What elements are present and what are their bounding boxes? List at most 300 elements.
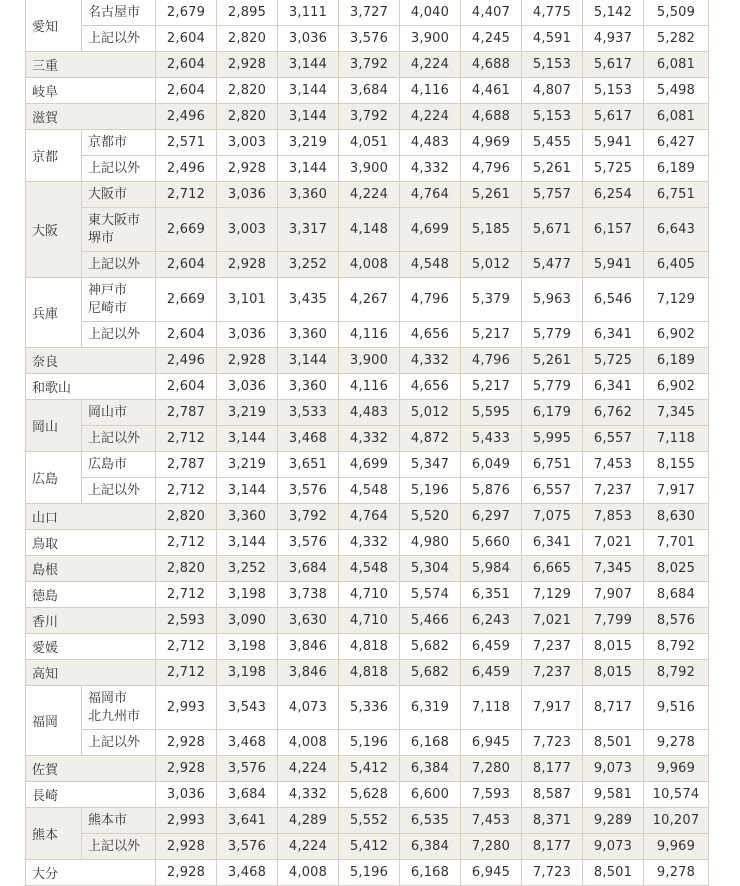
fare-value-cell: 3,144 <box>217 478 278 504</box>
fare-value-cell: 6,168 <box>400 730 461 756</box>
fare-value-cell: 2,993 <box>156 808 217 834</box>
fare-value-cell: 5,433 <box>461 426 522 452</box>
fare-value-cell: 4,040 <box>400 0 461 26</box>
prefecture-cell: 広島 <box>26 452 82 504</box>
fare-value-cell: 4,656 <box>400 374 461 400</box>
city-cell: 上記以外 <box>82 730 156 756</box>
city-cell: 上記以外 <box>82 252 156 278</box>
fare-value-cell: 6,643 <box>644 208 709 252</box>
fare-value-cell: 4,937 <box>583 26 644 52</box>
fare-value-cell: 4,710 <box>339 582 400 608</box>
prefecture-cell: 大分 <box>26 860 156 886</box>
prefecture-cell: 山口 <box>26 504 156 530</box>
fare-value-cell: 4,245 <box>461 26 522 52</box>
fare-value-cell: 4,008 <box>278 860 339 886</box>
prefecture-cell: 高知 <box>26 660 156 686</box>
fare-value-cell: 3,003 <box>217 208 278 252</box>
fare-value-cell: 7,280 <box>461 834 522 860</box>
fare-value-cell: 5,196 <box>339 860 400 886</box>
fare-value-cell: 2,712 <box>156 634 217 660</box>
fare-value-cell: 3,792 <box>278 504 339 530</box>
fare-value-cell: 5,012 <box>461 252 522 278</box>
fare-value-cell: 3,219 <box>278 130 339 156</box>
fare-value-cell: 2,604 <box>156 374 217 400</box>
fare-value-cell: 2,820 <box>156 556 217 582</box>
prefecture-cell: 熊本 <box>26 808 82 860</box>
fare-value-cell: 5,261 <box>522 156 583 182</box>
fare-value-cell: 4,008 <box>339 252 400 278</box>
fare-value-cell: 5,520 <box>400 504 461 530</box>
fare-value-cell: 4,332 <box>278 782 339 808</box>
fare-value-cell: 5,876 <box>461 478 522 504</box>
fare-value-cell: 4,775 <box>522 0 583 26</box>
fare-value-cell: 5,779 <box>522 374 583 400</box>
prefecture-cell: 島根 <box>26 556 156 582</box>
fare-value-cell: 4,483 <box>339 400 400 426</box>
fare-value-cell: 2,712 <box>156 530 217 556</box>
prefecture-cell: 愛知 <box>26 0 82 52</box>
fare-value-cell: 5,682 <box>400 634 461 660</box>
fare-value-cell: 2,712 <box>156 426 217 452</box>
fare-value-cell: 4,710 <box>339 608 400 634</box>
fare-value-cell: 6,902 <box>644 322 709 348</box>
fare-value-cell: 3,198 <box>217 660 278 686</box>
table-row <box>26 478 709 504</box>
fare-value-cell: 9,073 <box>583 756 644 782</box>
prefecture-cell: 和歌山 <box>26 374 156 400</box>
fare-value-cell: 10,574 <box>644 782 709 808</box>
fare-value-cell: 9,581 <box>583 782 644 808</box>
fare-value-cell: 5,217 <box>461 322 522 348</box>
fare-table-container <box>25 0 708 886</box>
table-row <box>26 78 709 104</box>
fare-value-cell: 7,345 <box>644 400 709 426</box>
fare-value-cell: 9,969 <box>644 756 709 782</box>
fare-value-cell: 5,477 <box>522 252 583 278</box>
fare-value-cell: 2,593 <box>156 608 217 634</box>
fare-value-cell: 9,278 <box>644 860 709 886</box>
city-cell: 京都市 <box>82 130 156 156</box>
table-row <box>26 0 709 26</box>
table-row <box>26 730 709 756</box>
fare-value-cell: 3,900 <box>400 26 461 52</box>
fare-value-cell: 5,682 <box>400 660 461 686</box>
prefecture-cell: 長崎 <box>26 782 156 808</box>
fare-value-cell: 7,593 <box>461 782 522 808</box>
fare-value-cell: 3,792 <box>339 104 400 130</box>
fare-value-cell: 3,738 <box>278 582 339 608</box>
fare-value-cell: 4,148 <box>339 208 400 252</box>
fare-value-cell: 5,941 <box>583 130 644 156</box>
fare-value-cell: 2,604 <box>156 252 217 278</box>
table-row <box>26 426 709 452</box>
fare-value-cell: 3,846 <box>278 660 339 686</box>
fare-value-cell: 4,224 <box>400 52 461 78</box>
fare-value-cell: 5,455 <box>522 130 583 156</box>
fare-value-cell: 3,144 <box>278 78 339 104</box>
fare-value-cell: 3,360 <box>217 504 278 530</box>
fare-value-cell: 5,304 <box>400 556 461 582</box>
fare-value-cell: 3,360 <box>278 182 339 208</box>
fare-value-cell: 5,660 <box>461 530 522 556</box>
fare-value-cell: 4,407 <box>461 0 522 26</box>
fare-value-cell: 6,189 <box>644 156 709 182</box>
fare-value-cell: 2,712 <box>156 582 217 608</box>
fare-value-cell: 3,144 <box>217 530 278 556</box>
fare-value-cell: 7,723 <box>522 730 583 756</box>
fare-value-cell: 8,177 <box>522 756 583 782</box>
fare-value-cell: 7,799 <box>583 608 644 634</box>
fare-value-cell: 4,699 <box>400 208 461 252</box>
fare-value-cell: 2,712 <box>156 660 217 686</box>
fare-value-cell: 3,684 <box>339 78 400 104</box>
table-row <box>26 156 709 182</box>
table-row <box>26 660 709 686</box>
prefecture-cell: 滋賀 <box>26 104 156 130</box>
fare-value-cell: 4,818 <box>339 634 400 660</box>
fare-value-cell: 8,684 <box>644 582 709 608</box>
fare-value-cell: 2,571 <box>156 130 217 156</box>
fare-value-cell: 3,576 <box>339 26 400 52</box>
fare-value-cell: 3,360 <box>278 322 339 348</box>
fare-value-cell: 4,548 <box>339 556 400 582</box>
fare-value-cell: 3,252 <box>217 556 278 582</box>
fare-value-cell: 6,243 <box>461 608 522 634</box>
fare-value-cell: 4,688 <box>461 52 522 78</box>
fare-value-cell: 6,319 <box>400 686 461 730</box>
fare-value-cell: 4,548 <box>400 252 461 278</box>
fare-value-cell: 3,144 <box>217 426 278 452</box>
city-cell: 熊本市 <box>82 808 156 834</box>
fare-value-cell: 7,118 <box>644 426 709 452</box>
fare-value-cell: 6,535 <box>400 808 461 834</box>
fare-value-cell: 9,969 <box>644 834 709 860</box>
fare-value-cell: 6,902 <box>644 374 709 400</box>
fare-value-cell: 4,980 <box>400 530 461 556</box>
fare-value-cell: 5,628 <box>339 782 400 808</box>
fare-value-cell: 5,196 <box>400 478 461 504</box>
fare-value-cell: 7,075 <box>522 504 583 530</box>
fare-value-cell: 7,453 <box>461 808 522 834</box>
fare-value-cell: 5,617 <box>583 104 644 130</box>
fare-value-cell: 7,701 <box>644 530 709 556</box>
fare-value-cell: 3,630 <box>278 608 339 634</box>
city-cell: 福岡市 北九州市 <box>82 686 156 730</box>
fare-value-cell: 5,595 <box>461 400 522 426</box>
fare-value-cell: 7,907 <box>583 582 644 608</box>
fare-value-cell: 3,543 <box>217 686 278 730</box>
fare-value-cell: 3,198 <box>217 634 278 660</box>
fare-value-cell: 3,144 <box>278 348 339 374</box>
table-row <box>26 182 709 208</box>
fare-value-cell: 4,332 <box>339 426 400 452</box>
fare-value-cell: 4,073 <box>278 686 339 730</box>
fare-value-cell: 2,604 <box>156 52 217 78</box>
fare-value-cell: 4,796 <box>461 156 522 182</box>
fare-value-cell: 6,600 <box>400 782 461 808</box>
fare-value-cell: 3,900 <box>339 156 400 182</box>
fare-value-cell: 7,853 <box>583 504 644 530</box>
fare-value-cell: 2,787 <box>156 452 217 478</box>
prefecture-cell: 佐賀 <box>26 756 156 782</box>
fare-value-cell: 5,142 <box>583 0 644 26</box>
fare-value-cell: 3,036 <box>217 182 278 208</box>
fare-value-cell: 3,846 <box>278 634 339 660</box>
fare-value-cell: 2,928 <box>156 834 217 860</box>
fare-value-cell: 9,073 <box>583 834 644 860</box>
fare-value-cell: 6,049 <box>461 452 522 478</box>
fare-value-cell: 3,219 <box>217 400 278 426</box>
fare-value-cell: 6,405 <box>644 252 709 278</box>
fare-value-cell: 5,012 <box>400 400 461 426</box>
table-row <box>26 504 709 530</box>
fare-value-cell: 6,081 <box>644 52 709 78</box>
fare-value-cell: 5,336 <box>339 686 400 730</box>
fare-value-cell: 4,796 <box>461 348 522 374</box>
fare-value-cell: 6,751 <box>522 452 583 478</box>
fare-value-cell: 5,466 <box>400 608 461 634</box>
fare-value-cell: 2,669 <box>156 208 217 252</box>
fare-value-cell: 5,725 <box>583 156 644 182</box>
table-row <box>26 208 709 252</box>
fare-value-cell: 5,725 <box>583 348 644 374</box>
fare-value-cell: 3,684 <box>217 782 278 808</box>
fare-value-cell: 4,051 <box>339 130 400 156</box>
fare-value-cell: 5,552 <box>339 808 400 834</box>
fare-value-cell: 2,820 <box>156 504 217 530</box>
fare-value-cell: 3,533 <box>278 400 339 426</box>
fare-value-cell: 4,116 <box>339 322 400 348</box>
fare-table <box>25 0 709 886</box>
fare-value-cell: 3,576 <box>217 834 278 860</box>
fare-value-cell: 5,153 <box>522 104 583 130</box>
fare-value-cell: 2,604 <box>156 26 217 52</box>
fare-value-cell: 5,509 <box>644 0 709 26</box>
fare-value-cell: 8,630 <box>644 504 709 530</box>
fare-value-cell: 4,818 <box>339 660 400 686</box>
fare-value-cell: 7,021 <box>522 608 583 634</box>
fare-value-cell: 5,412 <box>339 834 400 860</box>
fare-value-cell: 7,280 <box>461 756 522 782</box>
fare-value-cell: 6,384 <box>400 834 461 860</box>
fare-value-cell: 4,332 <box>400 156 461 182</box>
fare-value-cell: 2,496 <box>156 104 217 130</box>
fare-value-cell: 4,332 <box>400 348 461 374</box>
fare-value-cell: 6,189 <box>644 348 709 374</box>
fare-value-cell: 6,157 <box>583 208 644 252</box>
fare-value-cell: 6,557 <box>583 426 644 452</box>
prefecture-cell: 福岡 <box>26 686 82 756</box>
fare-value-cell: 6,945 <box>461 730 522 756</box>
fare-value-cell: 4,224 <box>278 756 339 782</box>
fare-value-cell: 3,144 <box>278 52 339 78</box>
fare-value-cell: 8,371 <box>522 808 583 834</box>
fare-value-cell: 8,717 <box>583 686 644 730</box>
fare-value-cell: 7,917 <box>644 478 709 504</box>
prefecture-cell: 岡山 <box>26 400 82 452</box>
fare-value-cell: 2,679 <box>156 0 217 26</box>
fare-value-cell: 7,129 <box>522 582 583 608</box>
fare-value-cell: 2,928 <box>156 756 217 782</box>
fare-value-cell: 3,468 <box>217 860 278 886</box>
table-row <box>26 348 709 374</box>
prefecture-cell: 香川 <box>26 608 156 634</box>
fare-value-cell: 8,177 <box>522 834 583 860</box>
table-row <box>26 452 709 478</box>
fare-value-cell: 2,712 <box>156 478 217 504</box>
fare-value-cell: 6,459 <box>461 660 522 686</box>
fare-value-cell: 4,656 <box>400 322 461 348</box>
fare-value-cell: 2,496 <box>156 348 217 374</box>
fare-value-cell: 5,779 <box>522 322 583 348</box>
fare-value-cell: 4,796 <box>400 278 461 322</box>
fare-value-cell: 2,820 <box>217 104 278 130</box>
fare-value-cell: 8,792 <box>644 634 709 660</box>
fare-value-cell: 6,179 <box>522 400 583 426</box>
fare-value-cell: 8,501 <box>583 730 644 756</box>
fare-value-cell: 2,928 <box>217 156 278 182</box>
fare-value-cell: 2,604 <box>156 78 217 104</box>
table-row <box>26 860 709 886</box>
fare-value-cell: 5,984 <box>461 556 522 582</box>
city-cell: 上記以外 <box>82 478 156 504</box>
fare-value-cell: 6,341 <box>583 322 644 348</box>
table-row <box>26 374 709 400</box>
fare-value-cell: 8,025 <box>644 556 709 582</box>
fare-value-cell: 5,196 <box>339 730 400 756</box>
fare-value-cell: 7,723 <box>522 860 583 886</box>
fare-value-cell: 4,548 <box>339 478 400 504</box>
fare-value-cell: 4,224 <box>339 182 400 208</box>
fare-value-cell: 4,764 <box>339 504 400 530</box>
fare-value-cell: 4,591 <box>522 26 583 52</box>
table-row <box>26 278 709 322</box>
fare-value-cell: 3,900 <box>339 348 400 374</box>
table-row <box>26 808 709 834</box>
table-row <box>26 556 709 582</box>
fare-value-cell: 5,963 <box>522 278 583 322</box>
fare-value-cell: 7,917 <box>522 686 583 730</box>
fare-value-cell: 6,297 <box>461 504 522 530</box>
fare-value-cell: 4,699 <box>339 452 400 478</box>
fare-value-cell: 8,587 <box>522 782 583 808</box>
fare-value-cell: 3,641 <box>217 808 278 834</box>
fare-value-cell: 5,757 <box>522 182 583 208</box>
table-row <box>26 782 709 808</box>
fare-value-cell: 8,015 <box>583 634 644 660</box>
fare-value-cell: 6,254 <box>583 182 644 208</box>
prefecture-cell: 愛媛 <box>26 634 156 660</box>
table-row <box>26 582 709 608</box>
city-cell: 名古屋市 <box>82 0 156 26</box>
fare-value-cell: 6,341 <box>583 374 644 400</box>
fare-table-body <box>26 0 709 886</box>
fare-value-cell: 5,153 <box>583 78 644 104</box>
fare-value-cell: 3,317 <box>278 208 339 252</box>
fare-value-cell: 3,036 <box>156 782 217 808</box>
city-cell: 広島市 <box>82 452 156 478</box>
fare-value-cell: 4,224 <box>400 104 461 130</box>
fare-value-cell: 8,576 <box>644 608 709 634</box>
fare-value-cell: 3,435 <box>278 278 339 322</box>
fare-value-cell: 5,282 <box>644 26 709 52</box>
fare-value-cell: 2,928 <box>217 252 278 278</box>
fare-value-cell: 9,278 <box>644 730 709 756</box>
fare-value-cell: 6,081 <box>644 104 709 130</box>
fare-value-cell: 7,021 <box>583 530 644 556</box>
table-row <box>26 26 709 52</box>
fare-value-cell: 3,111 <box>278 0 339 26</box>
fare-value-cell: 6,459 <box>461 634 522 660</box>
prefecture-cell: 徳島 <box>26 582 156 608</box>
fare-value-cell: 2,928 <box>217 348 278 374</box>
fare-value-cell: 4,267 <box>339 278 400 322</box>
fare-value-cell: 4,688 <box>461 104 522 130</box>
table-row <box>26 686 709 730</box>
fare-value-cell: 3,468 <box>217 730 278 756</box>
fare-value-cell: 7,237 <box>583 478 644 504</box>
city-cell: 上記以外 <box>82 834 156 860</box>
fare-value-cell: 3,036 <box>217 374 278 400</box>
fare-value-cell: 3,090 <box>217 608 278 634</box>
fare-value-cell: 5,347 <box>400 452 461 478</box>
city-cell: 大阪市 <box>82 182 156 208</box>
fare-value-cell: 2,669 <box>156 278 217 322</box>
fare-value-cell: 6,384 <box>400 756 461 782</box>
fare-value-cell: 3,101 <box>217 278 278 322</box>
fare-value-cell: 3,684 <box>278 556 339 582</box>
fare-value-cell: 6,351 <box>461 582 522 608</box>
fare-value-cell: 3,198 <box>217 582 278 608</box>
fare-value-cell: 7,118 <box>461 686 522 730</box>
fare-value-cell: 2,895 <box>217 0 278 26</box>
fare-value-cell: 6,665 <box>522 556 583 582</box>
fare-value-cell: 3,727 <box>339 0 400 26</box>
fare-value-cell: 7,129 <box>644 278 709 322</box>
fare-value-cell: 4,483 <box>400 130 461 156</box>
fare-value-cell: 3,576 <box>217 756 278 782</box>
prefecture-cell: 岐阜 <box>26 78 156 104</box>
fare-value-cell: 3,144 <box>278 156 339 182</box>
fare-value-cell: 7,345 <box>583 556 644 582</box>
prefecture-cell: 大阪 <box>26 182 82 278</box>
fare-value-cell: 5,261 <box>522 348 583 374</box>
fare-value-cell: 3,468 <box>278 426 339 452</box>
fare-value-cell: 4,116 <box>339 374 400 400</box>
table-row <box>26 608 709 634</box>
fare-value-cell: 7,453 <box>583 452 644 478</box>
table-row <box>26 530 709 556</box>
fare-value-cell: 3,003 <box>217 130 278 156</box>
city-cell: 東大阪市 堺市 <box>82 208 156 252</box>
fare-value-cell: 3,252 <box>278 252 339 278</box>
table-row <box>26 400 709 426</box>
fare-value-cell: 5,153 <box>522 52 583 78</box>
fare-value-cell: 4,289 <box>278 808 339 834</box>
city-cell: 上記以外 <box>82 156 156 182</box>
table-row <box>26 52 709 78</box>
fare-value-cell: 4,461 <box>461 78 522 104</box>
fare-value-cell: 4,332 <box>339 530 400 556</box>
fare-value-cell: 4,872 <box>400 426 461 452</box>
table-row <box>26 634 709 660</box>
fare-value-cell: 5,379 <box>461 278 522 322</box>
city-cell: 上記以外 <box>82 426 156 452</box>
fare-value-cell: 6,427 <box>644 130 709 156</box>
page-edge <box>734 0 740 884</box>
fare-value-cell: 5,995 <box>522 426 583 452</box>
table-row <box>26 756 709 782</box>
